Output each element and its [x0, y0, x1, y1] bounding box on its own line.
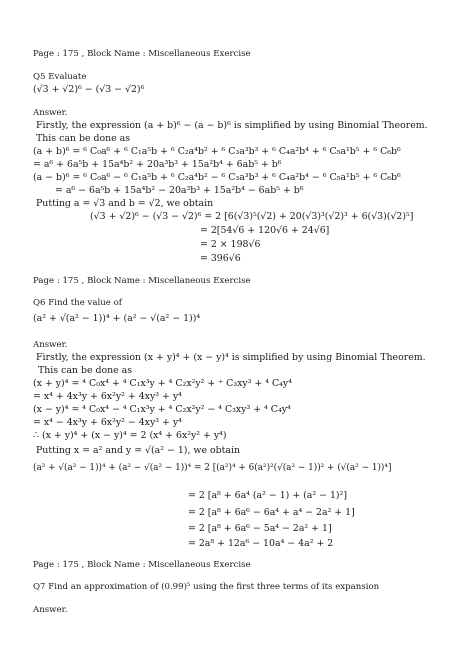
answer-line: = x⁴ + 4x³y + 6x²y² + 4xy³ + y⁴	[33, 391, 182, 402]
question-title: Q5 Evaluate	[33, 72, 87, 82]
answer-line: (a − b)⁶ = ⁶ C₀a⁶ − ⁶ C₁a⁵b + ⁶ C₂a⁴b² − ⁶ C₃a³b³ + ⁶ C₄a²b⁴ − ⁶ C₅a¹b⁵ + ⁶ C₆b⁶	[33, 172, 401, 183]
answer-line: ∴ (x + y)⁴ + (x − y)⁴ = 2 (x⁴ + 6x²y² + y⁴)	[33, 430, 227, 441]
answer-line: (a + b)⁶ = ⁶ C₀a⁶ + ⁶ C₁a⁵b + ⁶ C₂a⁴b² + ⁶ C₃a³b³ + ⁶ C₄a²b⁴ + ⁶ C₅a¹b⁵ + ⁶ C₆b⁶	[33, 146, 401, 157]
answer-line: This can be done as	[36, 133, 131, 144]
question-title: Q7 Find an approximation of (0.99)⁵ using the first three terms of its expansion	[33, 582, 380, 592]
answer-line: = 396√6	[200, 253, 241, 264]
answer-label: Answer.	[33, 605, 68, 615]
answer-line: (√3 + √2)⁶ − (√3 − √2)⁶ = 2 [6(√3)⁵(√2) + 20(√3)³(√2)³ + 6(√3)(√2)⁵]	[90, 211, 414, 222]
answer-line: = 2 × 198√6	[200, 239, 261, 250]
answer-line: = 2 [a⁸ + 6a⁶ − 5a⁴ − 2a² + 1]	[188, 523, 332, 534]
question-expression: (a² + √(a² − 1))⁴ + (a² − √(a² − 1))⁴	[33, 313, 201, 324]
block-header: Page : 175 , Block Name : Miscellaneous Exercise	[33, 276, 251, 286]
answer-line: = 2 [a⁸ + 6a⁴ (a² − 1) + (a² − 1)²]	[188, 490, 348, 501]
answer-line: = a⁶ + 6a⁵b + 15a⁴b² + 20a³b³ + 15a²b⁴ + 6ab⁵ + b⁶	[33, 159, 282, 170]
answer-line: (a² + √(a² − 1))⁴ + (a² − √(a² − 1))⁴ = 2 [(a²)⁴ + 6(a²)²(√(a² − 1))² + (√(a² − 1))⁴]	[33, 463, 392, 473]
answer-line: (x − y)⁴ = ⁴ C₀x⁴ − ⁴ C₁x³y + ⁴ C₂x²y² − ⁴ C₃xy³ + ⁴ C₄y⁴	[33, 404, 291, 415]
answer-line: Firstly, the expression (a + b)⁶ − (a − b)⁶ is simplified by using Binomial Theorem.	[36, 120, 428, 131]
answer-label: Answer.	[33, 108, 68, 118]
answer-line: Firstly, the expression (x + y)⁴ + (x − y)⁴ is simplified by using Binomial Theorem.	[36, 352, 426, 363]
answer-label: Answer.	[33, 340, 68, 350]
question-title: Q6 Find the value of	[33, 298, 122, 308]
block-header: Page : 175 , Block Name : Miscellaneous Exercise	[33, 560, 251, 570]
answer-line: = 2 [a⁸ + 6a⁶ − 6a⁴ + a⁴ − 2a² + 1]	[188, 507, 355, 518]
answer-line: = 2[54√6 + 120√6 + 24√6]	[200, 225, 330, 236]
block-header: Page : 175 , Block Name : Miscellaneous Exercise	[33, 49, 251, 59]
answer-line: = a⁶ − 6a⁵b + 15a⁴b² − 20a³b³ + 15a²b⁴ − 6ab⁵ + b⁶	[55, 185, 304, 196]
answer-line: Putting a = √3 and b = √2, we obtain	[36, 198, 214, 209]
answer-line: = 2a⁸ + 12a⁶ − 10a⁴ − 4a² + 2	[188, 538, 334, 549]
answer-line: = x⁴ − 4x³y + 6x²y² − 4xy³ + y⁴	[33, 417, 182, 428]
answer-line: This can be done as	[38, 365, 133, 376]
question-expression: (√3 + √2)⁶ − (√3 − √2)⁶	[33, 84, 145, 95]
answer-line: Putting x = a² and y = √(a² − 1), we obtain	[36, 445, 241, 456]
answer-line: (x + y)⁴ = ⁴ C₀x⁴ + ⁴ C₁x³y + ⁴ C₂x²y² + ⁺ C₃xy³ + ⁴ C₄y⁴	[33, 378, 292, 389]
